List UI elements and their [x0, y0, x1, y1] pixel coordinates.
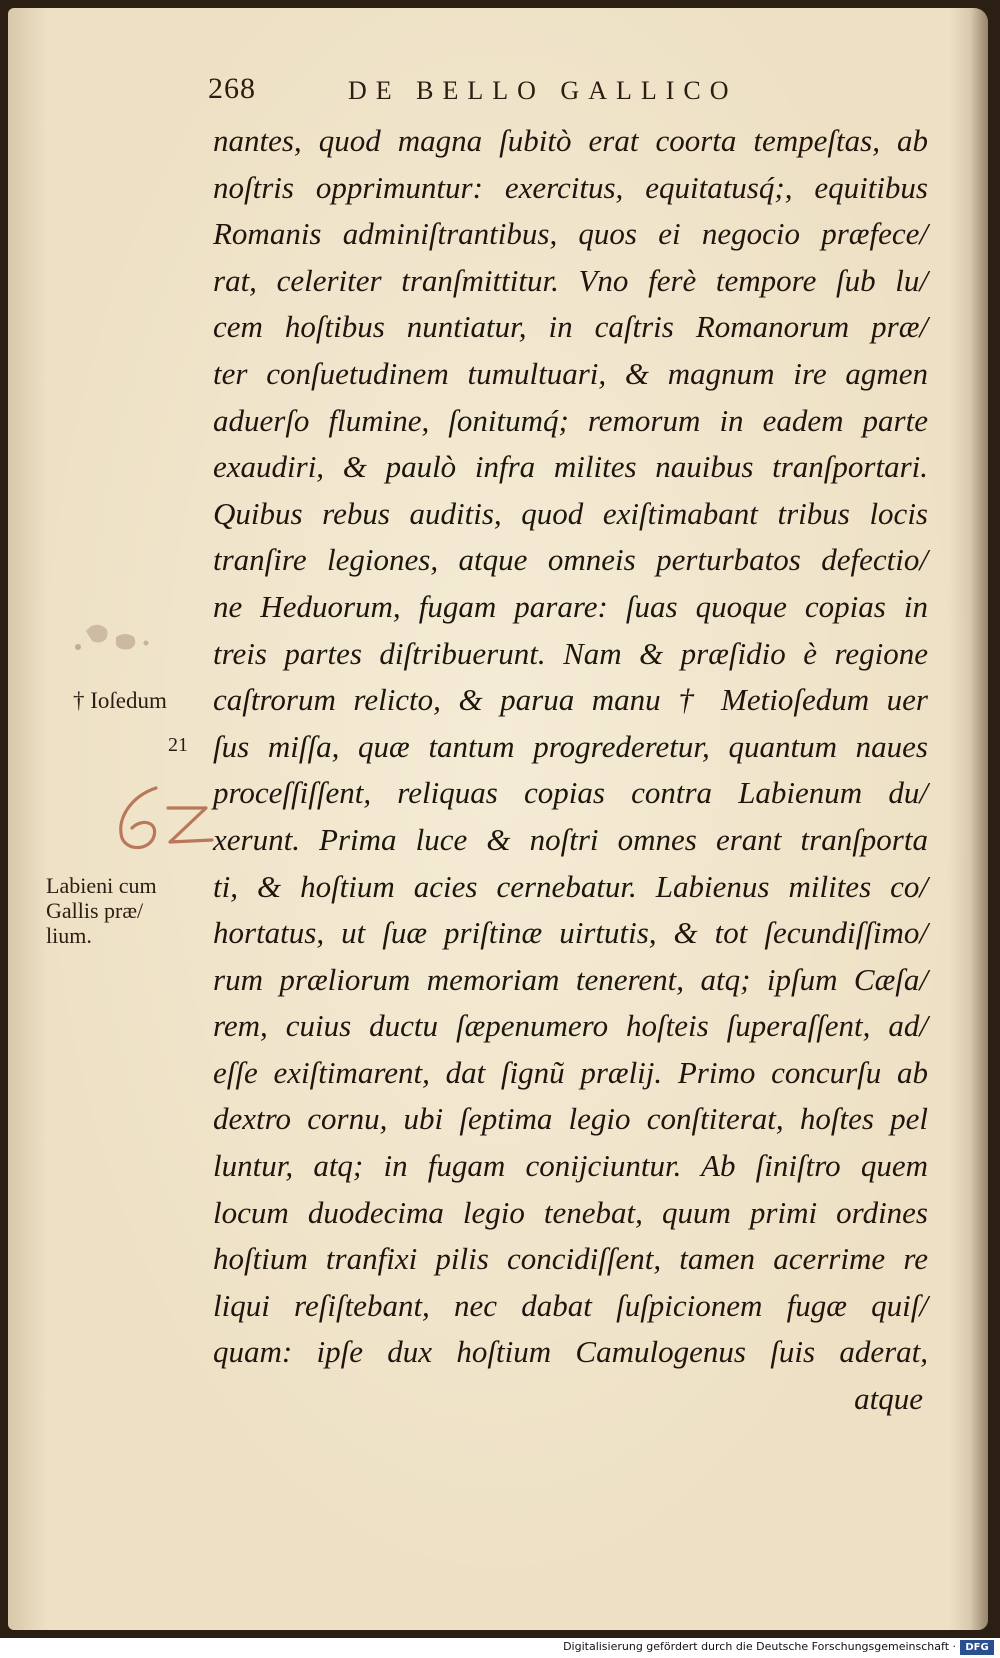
- text-line: nantes, quod magna ſubitò erat coorta tempeſtas, ab: [213, 123, 928, 158]
- marginal-note-labieni: [46, 873, 157, 948]
- running-title: DE BELLO GALLICO: [348, 76, 738, 105]
- body-text: [213, 118, 928, 1423]
- text-line: aduerſo flumine, ſonitumq́; remorum in eadem parte: [213, 402, 928, 438]
- text-line: xerunt. Prima luce & noſtri omnes erant tranſporta: [213, 821, 928, 857]
- marginal-note-line: Labieni cum: [46, 873, 157, 898]
- text-line: quam: ipſe dux hoſtium Camulogenus ſuis aderat,: [213, 1334, 928, 1370]
- text-line: Quibus rebus auditis, quod exiſtimabant tribus locis: [213, 495, 928, 531]
- text-line: hoſtium tranfixi pilis concidiſſent, tamen acerrime re: [213, 1241, 928, 1277]
- catchword: atque: [854, 1381, 923, 1417]
- text-line: rem, cuius ductu ſæpenumero hoſteis ſuperaſſent, ad/: [213, 1008, 928, 1044]
- marginal-number: 21: [168, 734, 188, 756]
- marginal-note-line: lium.: [46, 923, 92, 948]
- marginal-note-iosedum: † Ioſedum: [73, 688, 167, 713]
- page-edge-shadow: [970, 8, 988, 1630]
- text-line: rat, celeriter tranſmittitur. Vno ferè tempore ſub lu/: [213, 262, 928, 298]
- book-page: [8, 8, 988, 1630]
- text-line: eſſe exiſtimarent, dat ſignũ prælij. Primo concurſu ab: [213, 1054, 928, 1090]
- text-line: hortatus, ut ſuæ priſtinæ uirtutis, & tot ſecundiſſimo/: [213, 915, 928, 951]
- text-line: ti, & hoſtium acies cernebatur. Labienus milites co/: [213, 868, 928, 904]
- text-line: exaudiri, & paulò infra milites nauibus tranſportari.: [213, 449, 928, 485]
- text-line: dextro cornu, ubi ſeptima legio conſtiterat, hoſtes pel: [213, 1101, 928, 1137]
- text-line: ne Heduorum, fugam parare: ſuas quoque copias in: [213, 588, 928, 624]
- text-line: locum duodecima legio tenebat, quum primi ordines: [213, 1194, 928, 1230]
- text-line: ter conſuetudinem tumultuari, & magnum ire agmen: [213, 355, 928, 391]
- text-line: tranſire legiones, atque omneis perturbatos defectio/: [213, 542, 928, 578]
- text-line: noſtris opprimuntur: exercitus, equitatusq́;, equitibus: [213, 169, 928, 205]
- page-number: 268: [208, 72, 256, 105]
- text-line: rum præliorum memoriam tenerent, atq; ipſum Cæſa/: [213, 961, 928, 997]
- text-line: liqui reſiſtebant, nec dabat ſuſpicionem fugæ quiſ/: [213, 1287, 928, 1323]
- handwritten-mark: [108, 778, 218, 858]
- text-line: cem hoſtibus nuntiatur, in caſtris Romanorum præ/: [213, 309, 928, 345]
- text-line: treis partes diſtribuerunt. Nam & præſidio è regione: [213, 635, 928, 671]
- ink-stain: [68, 613, 163, 658]
- dfg-logo: DFG: [960, 1640, 994, 1655]
- text-line: proceſſiſſent, reliquas copias contra Labienum du/: [213, 775, 928, 811]
- digitization-footer: [0, 1638, 1000, 1658]
- funding-credit: Digitalisierung gefördert durch die Deutsche Forschungsgemeinschaft ·: [563, 1640, 956, 1653]
- text-line: caſtrorum relicto, & parua manu † Metioſedum uer: [213, 682, 928, 718]
- text-line: Romanis adminiſtrantibus, quos ei negocio præfece/: [213, 216, 928, 252]
- text-line: luntur, atq; in fugam conijciuntur. Ab ſiniſtro quem: [213, 1148, 928, 1184]
- running-head: [208, 72, 928, 112]
- text-line: ſus miſſa, quæ tantum progrederetur, quantum naues: [213, 728, 928, 764]
- marginal-note-line: Gallis præ/: [46, 898, 144, 923]
